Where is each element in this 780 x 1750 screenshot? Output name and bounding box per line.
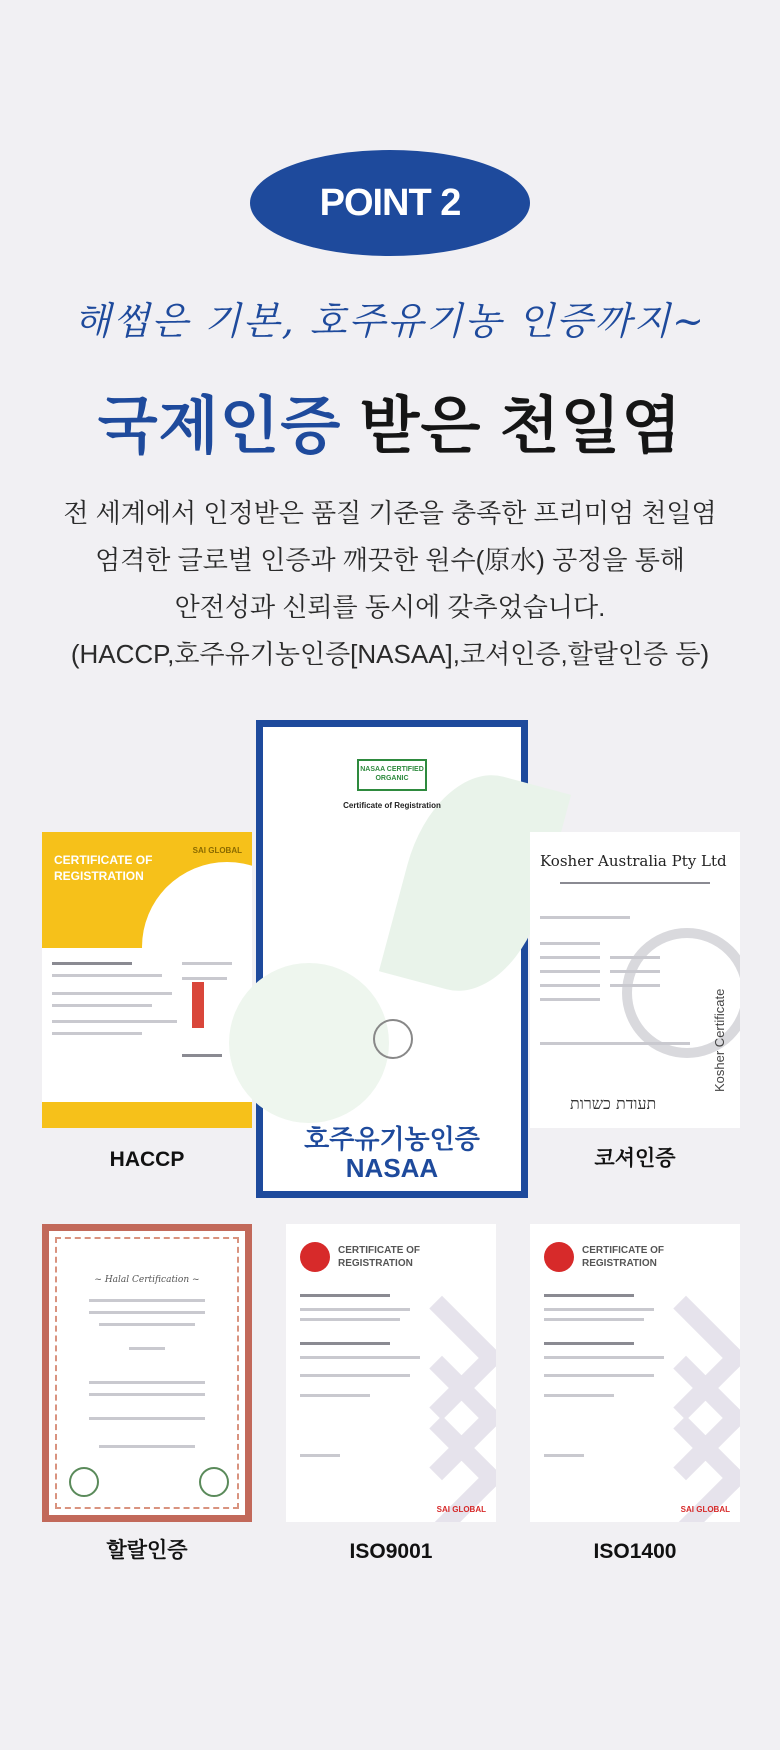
halal-doc-title: ~ Halal Certification ~: [94, 1275, 200, 1285]
headline-rest: 받은 천일염: [341, 392, 683, 461]
haccp-caption: HACCP: [109, 1148, 185, 1171]
haccp-brand: SAI GLOBAL: [192, 846, 242, 855]
sai-globe-icon: [544, 1242, 574, 1272]
iso1400-doc-title: CERTIFICATE OF REGISTRATION: [582, 1245, 665, 1269]
iso9001-doc-title: CERTIFICATE OF REGISTRATION: [338, 1245, 421, 1269]
iso9001-footer-brand: SAI GLOBAL: [436, 1505, 486, 1514]
halal-emblem: [199, 1467, 229, 1497]
kosher-caption: 코셔인증: [594, 1147, 676, 1170]
haccp-certificate-image: [42, 832, 252, 1128]
halal-caption: 할랄인증: [106, 1539, 188, 1562]
iso1400-certificate-image: [530, 1224, 740, 1522]
haccp-doc-title: CERTIFICATE OF REGISTRATION: [54, 853, 153, 883]
kosher-side-text: Kosher Certificate: [712, 988, 727, 1092]
nasaa-caption-korean: 호주유기농인증: [304, 1124, 480, 1154]
iso1400-caption: ISO1400: [593, 1540, 677, 1563]
iso9001-caption: ISO9001: [349, 1540, 433, 1563]
kosher-doc-title: Kosher Australia Pty Ltd: [540, 852, 727, 870]
kosher-certificate-image: [530, 832, 740, 1128]
halal-certificate-image: [42, 1224, 252, 1522]
kosher-hebrew-text: תעודת כשרות: [570, 1094, 657, 1113]
subtitle: 해썹은 기본, 호주유기농 인증까지~: [73, 299, 707, 343]
iso1400-footer-brand: SAI GLOBAL: [680, 1505, 730, 1514]
leaf-decoration: [229, 963, 389, 1123]
headline: [0, 376, 780, 465]
description-line: 안전성과 신뢰를 동시에 갖추었습니다.: [174, 592, 606, 622]
description-line: 전 세계에서 인정받은 품질 기준을 충족한 프리미엄 천일염: [63, 498, 717, 528]
description-line: 엄격한 글로벌 인증과 깨끗한 원수(原水) 공정을 통해: [95, 545, 685, 575]
nasaa-logo: NASAA CERTIFIED ORGANIC: [357, 759, 427, 791]
description: [0, 490, 780, 678]
nasaa-doc-title: Certificate of Registration: [343, 801, 441, 810]
halal-emblem: [69, 1467, 99, 1497]
nasaa-caption-english: NASAA: [345, 1153, 439, 1183]
description-line: (HACCP,호주유기농인증[NASAA],코셔인증,할랄인증 등): [70, 639, 710, 669]
haccp-footer-band: [42, 1102, 252, 1128]
headline-highlight: 국제인증: [97, 392, 342, 461]
point-badge: POINT 2: [250, 150, 530, 256]
nasaa-certificate-image: [269, 733, 515, 1117]
sai-globe-icon: [300, 1242, 330, 1272]
nasaa-stamp: [373, 1019, 413, 1059]
iso9001-certificate-image: [286, 1224, 496, 1522]
haccp-seal: [192, 982, 204, 1028]
nasaa-certificate-frame: [256, 720, 528, 1198]
